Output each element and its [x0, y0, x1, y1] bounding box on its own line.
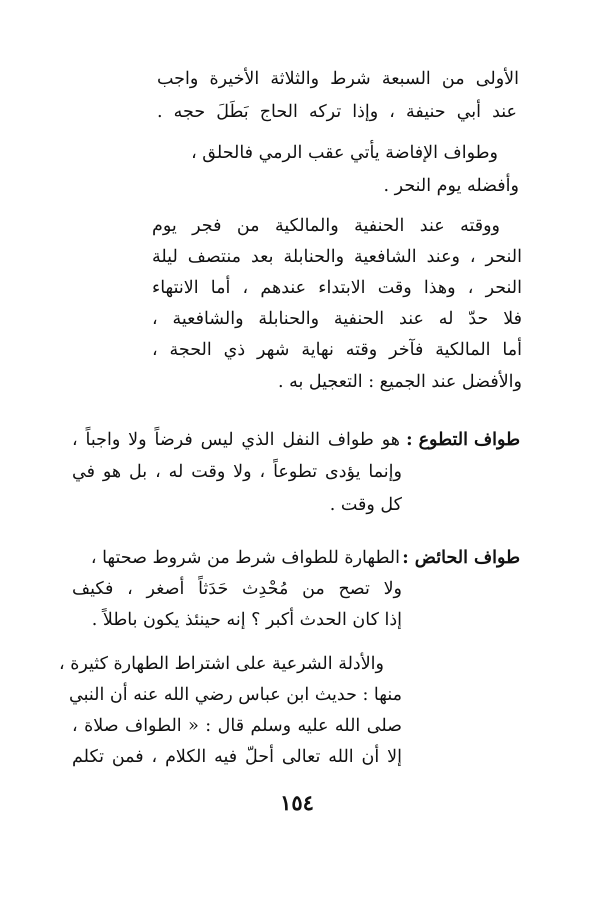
- text-line: ولا تصح من مُحْدِث حَدَثاً أصغر ، فكيف: [72, 579, 402, 599]
- term-heading-tatawwu: [408, 427, 520, 453]
- text-line: النحر ، وعند الشافعية والحنابلة بعد منتصف ليلة: [152, 247, 522, 267]
- text-line: النحر ، وهذا وقت الابتداء عندهم ، أما الانتهاء: [152, 278, 522, 298]
- text-line: ووقته عند الحنفية والمالكية من فجر يوم: [152, 216, 500, 236]
- text-line: إذا كان الحدث أكبر ؟ إنه حينئذ يكون باطلاً .: [91, 610, 402, 630]
- text-line: وطواف الإفاضة يأتي عقب الرمي فالحلق ،: [191, 143, 498, 163]
- text-line: وأفضله يوم النحر .: [383, 176, 519, 196]
- term-heading-haaid: [402, 545, 520, 571]
- text-line: هو طواف النفل الذي ليس فرضاً ولا واجباً ،: [72, 430, 400, 450]
- text-line: عند أبي حنيفة ، وإذا تركه الحاج بَطَلَ حجه .: [157, 102, 517, 122]
- text-line: منها : حديث ابن عباس رضي الله عنه أن النبي: [69, 685, 402, 705]
- text-line: وإنما يؤدى تطوعاً ، ولا وقت له ، بل هو في: [72, 462, 402, 482]
- text-line: أما المالكية فآخر وقته نهاية شهر ذي الحجة ،: [152, 340, 522, 360]
- text-line: الأولى من السبعة شرط والثلاثة الأخيرة واجب: [157, 69, 519, 89]
- term-label: طواف الحائض :: [402, 548, 520, 568]
- text-line: والأفضل عند الجميع : التعجيل به .: [277, 372, 522, 392]
- text-line: كل وقت .: [329, 495, 402, 515]
- term-label: طواف التطوع :: [406, 430, 520, 450]
- page-number: ١٥٤: [280, 790, 314, 815]
- text-line: الطهارة للطواف شرط من شروط صحتها ،: [90, 548, 400, 568]
- text-line: إلا أن الله تعالى أحلّ فيه الكلام ، فمن تكلم: [72, 747, 402, 767]
- text-line: فلا حدّ له عند الحنفية والحنابلة والشافعية ،: [152, 309, 522, 329]
- text-line: والأدلة الشرعية على اشتراط الطهارة كثيرة ،: [58, 654, 384, 674]
- text-line: صلى الله عليه وسلم قال : « الطواف صلاة ،: [72, 716, 402, 736]
